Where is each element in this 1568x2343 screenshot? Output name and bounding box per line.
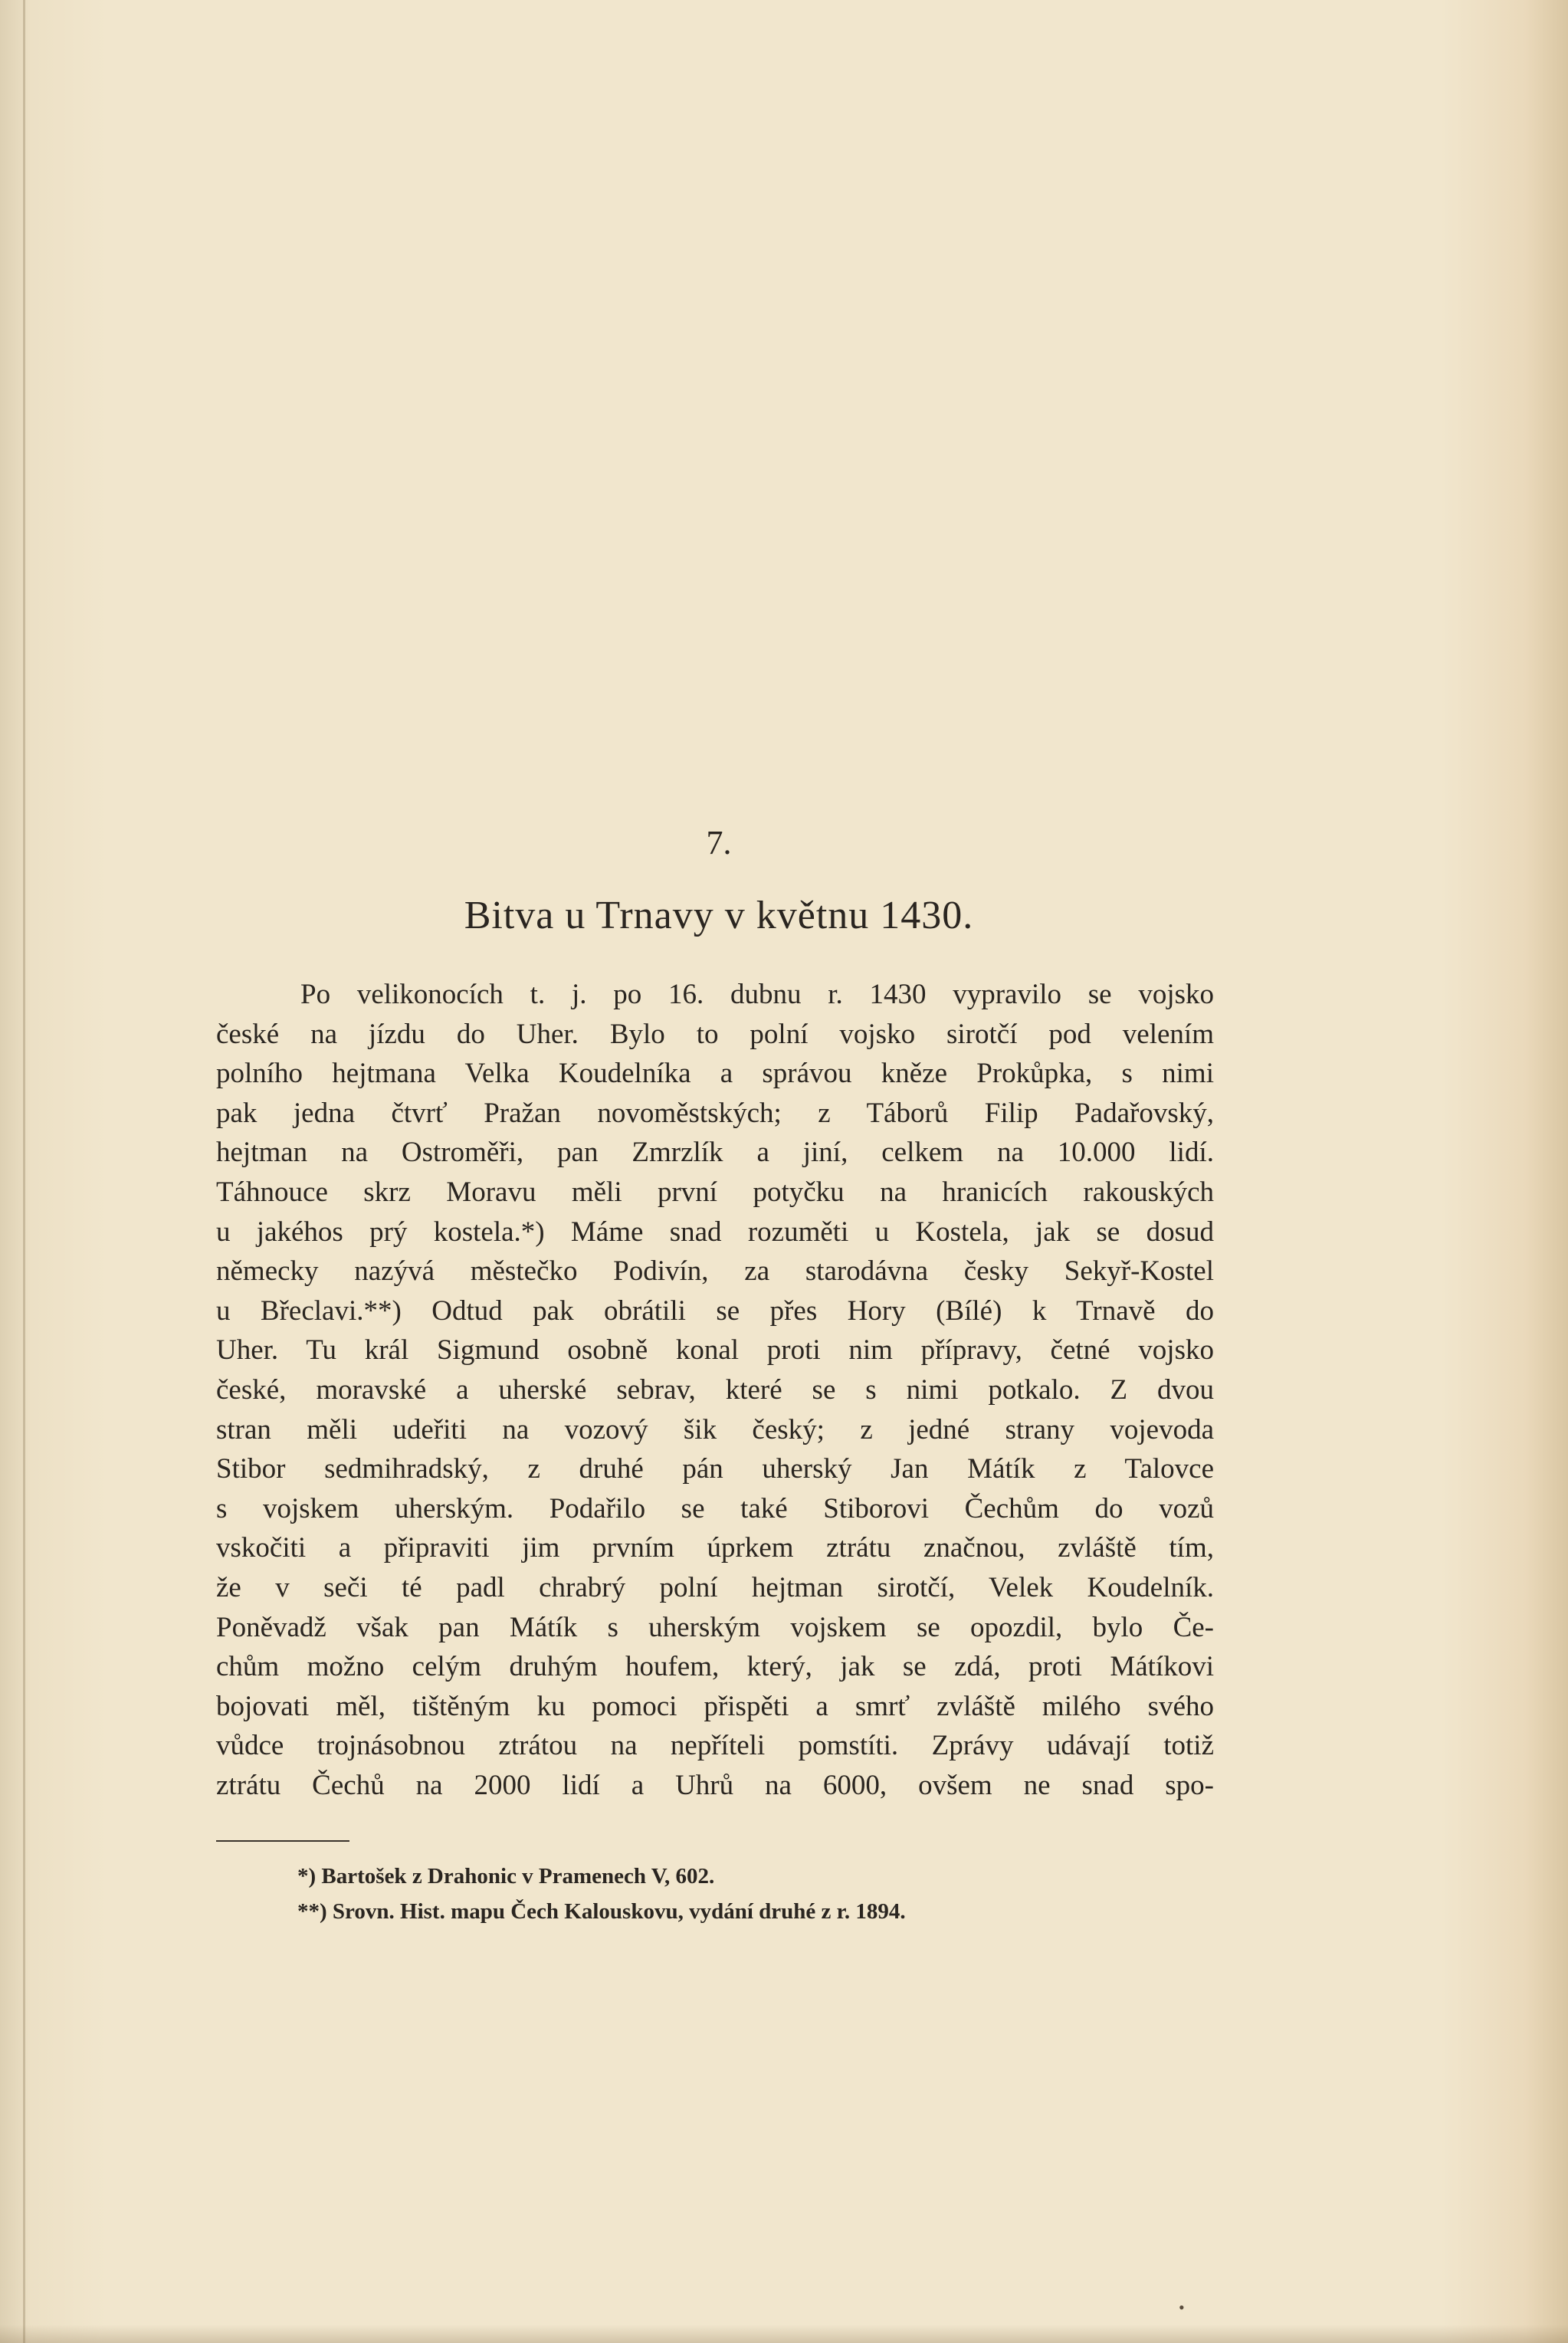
footnote-2: **) Srovn. Hist. mapu Čech Kalouskovu, vydání druhé z r. 1894. <box>297 1899 906 1924</box>
text-line: Táhnouce skrz Moravu měli první potyčku na hranicích rakouských <box>216 1176 1214 1208</box>
chapter-title: Bitva u Trnavy v květnu 1430. <box>464 894 974 937</box>
text-line: polního hejtmana Velka Koudelníka a správou kněze Prokůpka, s nimi <box>216 1058 1214 1090</box>
text-line: české, moravské a uherské sebrav, které se s nimi potkalo. Z dvou <box>216 1373 1214 1406</box>
footnote-divider <box>216 1840 349 1842</box>
text-line: německy nazývá městečko Podivín, za starodávna česky Sekyř-Kostel <box>216 1255 1214 1288</box>
page-mark: • <box>1179 2298 1185 2317</box>
text-line: bojovati měl, tištěným ku pomoci přispěti a smrť zvláště milého svého <box>216 1690 1214 1722</box>
text-line: s vojskem uherským. Podařilo se také Stiborovi Čechům do vozů <box>216 1492 1214 1524</box>
text-line: hejtman na Ostroměři, pan Zmrzlík a jiní, celkem na 10.000 lidí. <box>216 1137 1214 1169</box>
text-line: pak jedna čtvrť Pražan novoměstských; z Táborů Filip Padařovský, <box>216 1097 1214 1129</box>
page-bottom-edge <box>0 2325 1568 2343</box>
binding-gutter <box>23 0 25 2343</box>
text-line: chům možno celým druhým houfem, který, jak se zdá, proti Mátíkovi <box>216 1651 1214 1683</box>
text-line: že v seči té padl chrabrý polní hejtman sirotčí, Velek Koudelník. <box>216 1571 1214 1603</box>
text-line: stran měli udeřiti na vozový šik český; z jedné strany vojevoda <box>216 1413 1214 1446</box>
text-line: vůdce trojnásobnou ztrátou na nepříteli pomstíti. Zprávy udávají totiž <box>216 1730 1214 1762</box>
text-line: Uher. Tu král Sigmund osobně konal proti nim přípravy, četné vojsko <box>216 1334 1214 1367</box>
text-line: u jakéhos prý kostela.*) Máme snad rozuměti u Kostela, jak se dosud <box>216 1216 1214 1248</box>
text-line: ztrátu Čechů na 2000 lidí a Uhrů na 6000, ovšem ne snad spo- <box>216 1769 1214 1801</box>
text-line: české na jízdu do Uher. Bylo to polní vojsko sirotčí pod velením <box>216 1018 1214 1050</box>
text-line: Poněvadž však pan Mátík s uherským vojskem se opozdil, bylo Če- <box>216 1611 1214 1643</box>
chapter-number: 7. <box>706 824 732 861</box>
footnote-1: *) Bartošek z Drahonic v Pramenech V, 602. <box>297 1864 715 1889</box>
text-line: Stibor sedmihradský, z druhé pán uherský Jan Mátík z Talovce <box>216 1453 1214 1485</box>
text-line: vskočiti a připraviti jim prvním úprkem ztrátu značnou, zvláště tím, <box>216 1532 1214 1564</box>
body-text <box>216 975 1214 1805</box>
text-line: Po velikonocích t. j. po 16. dubnu r. 1430 vypravilo se vojsko <box>300 979 1214 1010</box>
text-line: u Břeclavi.**) Odtud pak obrátili se přes Hory (Bílé) k Trnavě do <box>216 1295 1214 1327</box>
